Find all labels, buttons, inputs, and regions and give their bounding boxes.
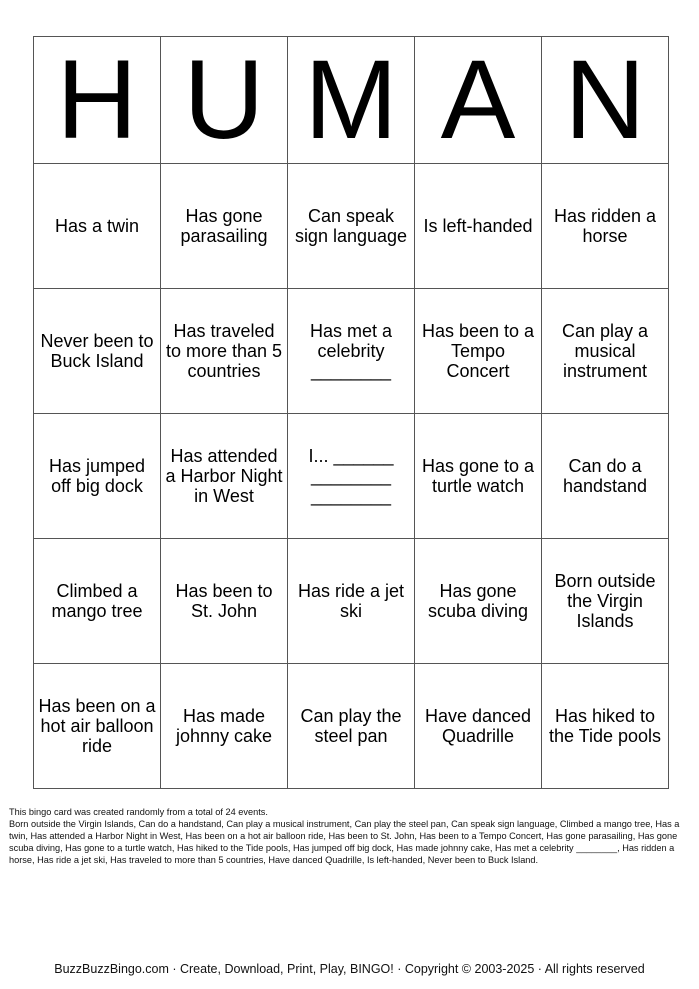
card-row — [34, 664, 669, 789]
header-letter-u: U — [161, 37, 288, 164]
card-cell[interactable] — [542, 539, 669, 664]
card-cell[interactable] — [542, 164, 669, 289]
cell-text: Has attended a Harbor Night in West — [165, 446, 283, 506]
cell-text: Has gone to a turtle watch — [421, 456, 535, 496]
card-cell[interactable] — [161, 289, 288, 414]
card-cell[interactable] — [288, 664, 415, 789]
card-cell[interactable] — [415, 414, 542, 539]
card-cell[interactable] — [542, 414, 669, 539]
cell-text: Has gone parasailing — [180, 206, 268, 246]
cell-text: Can speak sign language — [294, 206, 408, 246]
card-cell[interactable] — [288, 164, 415, 289]
card-cell[interactable] — [34, 539, 161, 664]
card-cell[interactable] — [288, 414, 415, 539]
card-cell[interactable] — [415, 664, 542, 789]
card-cell[interactable] — [34, 414, 161, 539]
cell-text: Has gone scuba diving — [427, 581, 529, 621]
card-cell[interactable] — [415, 539, 542, 664]
cell-text: Never been to Buck Island — [40, 331, 154, 371]
header-letter-a: A — [415, 37, 542, 164]
card-cell[interactable] — [161, 539, 288, 664]
bingo-card — [33, 36, 669, 789]
cell-text: Climbed a mango tree — [51, 581, 143, 621]
cell-text: Has met a celebrity ________ — [309, 321, 393, 381]
cell-text: Has hiked to the Tide pools — [548, 706, 662, 746]
card-cell[interactable] — [288, 539, 415, 664]
card-row — [34, 414, 669, 539]
header-row — [34, 37, 669, 164]
card-row — [34, 289, 669, 414]
card-cell[interactable] — [542, 289, 669, 414]
card-description-intro: This bingo card was created randomly from a total of 24 events. — [9, 807, 268, 817]
cell-text: Born outside the Virgin Islands — [554, 571, 656, 631]
card-cell[interactable] — [34, 289, 161, 414]
site-footer: BuzzBuzzBingo.com · Create, Download, Print, Play, BINGO! · Copyright © 2003-2025 · All rights reserved — [54, 962, 645, 976]
cell-text: Has ride a jet ski — [297, 581, 405, 621]
card-cell[interactable] — [161, 664, 288, 789]
cell-text: Can play the steel pan — [300, 706, 402, 746]
card-row — [34, 164, 669, 289]
cell-text: Has ridden a horse — [553, 206, 657, 246]
card-cell[interactable] — [288, 289, 415, 414]
card-cell[interactable] — [415, 289, 542, 414]
cell-text: Has been to a Tempo Concert — [421, 321, 535, 381]
card-cell[interactable] — [415, 164, 542, 289]
cell-text: I... ______ ________ ________ — [308, 446, 394, 506]
cell-text: Have danced Quadrille — [424, 706, 532, 746]
cell-text: Has been on a hot air balloon ride — [38, 696, 156, 756]
card-cell[interactable] — [161, 414, 288, 539]
card-description — [9, 806, 690, 866]
header-letter-n: N — [542, 37, 669, 164]
cell-text: Can do a handstand — [562, 456, 648, 496]
card-cell[interactable] — [34, 664, 161, 789]
cell-text: Is left-handed — [423, 216, 533, 236]
card-cell[interactable] — [161, 164, 288, 289]
cell-text: Has made johnny cake — [175, 706, 273, 746]
cell-text: Has been to St. John — [175, 581, 273, 621]
card-cell[interactable] — [34, 164, 161, 289]
header-letter-m: M — [288, 37, 415, 164]
card-cell[interactable] — [542, 664, 669, 789]
cell-text: Has a twin — [54, 216, 140, 236]
card-description-events: Born outside the Virgin Islands, Can do a handstand, Can play a musical instrument, Can play the steel pan, Can speak sign language, Climbed a mango tree, Has a twin, Has attended a Harbor Night in West, Has been on a hot air balloon ride, Has been to St. John, Has been to a Tempo Concert, Has gone parasailing, Has gone scuba diving, Has gone to a turtle watch, Has hiked to the Tide pools, Has jumped off big dock, Has made johnny cake, Has met a celebrity ________, Has ridden a horse, Has ride a jet ski, Has traveled to more than 5 countries, Have danced Quadrille, Is left-handed, Never been to Buck Island. — [9, 819, 680, 865]
header-letter-h: H — [34, 37, 161, 164]
cell-text: Has jumped off big dock — [48, 456, 146, 496]
cell-text: Can play a musical instrument — [561, 321, 649, 381]
cell-text: Has traveled to more than 5 countries — [165, 321, 283, 381]
card-row — [34, 539, 669, 664]
